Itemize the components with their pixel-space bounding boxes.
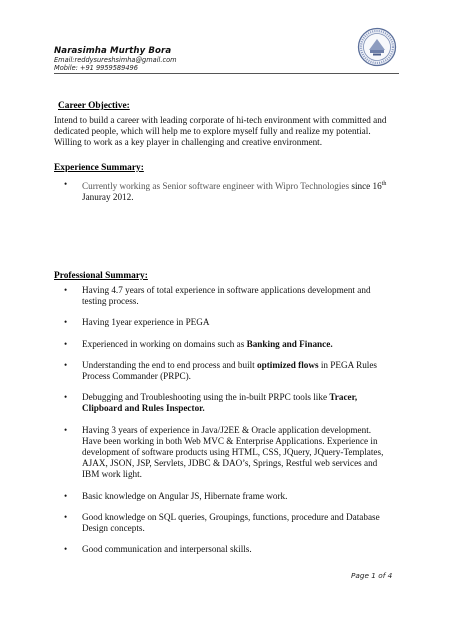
list-item: • Having 4.7 years of total experience in software applications development and testing process. [64,285,371,307]
experience-summary-heading: Experience Summary: [54,163,144,173]
list-item: • Having 1year experience in PEGA [64,317,210,328]
objective-line: Willing to work as a key player in challenging and creative environment. [54,137,323,148]
mobile-line: Mobile: +91 9959589496 [54,64,138,73]
candidate-name: Narasimha Murthy Bora [54,46,172,56]
list-item: • Currently working as Senior software engineer with Wipro Technologies since 16th Januray 2012. [64,179,387,203]
objective-line: Intend to build a career with leading corporate of hi-tech environment with committed and [54,115,387,125]
list-item: • Experienced in working on domains such as Banking and Finance. [64,338,333,349]
email-line: Email:reddysureshsimha@gmail.com [54,56,177,64]
list-item: • Basic knowledge on Angular JS, Hibernate frame work. [64,490,288,501]
list-item: • Having 3 years of experience in Java/J2EE & Oracle application development. Have been working in both Web MVC & Enterprise Applications. Experience in development of software products using HTML, CSS, JQuery, JQuery-Templates, AJAX, JSON, JSP, Servlets, JDBC & DAO’s, Springs, Restful web services and IBM work light. [64,424,384,480]
bullet-icon: • [64,179,68,189]
header-divider [54,73,399,74]
professional-summary-heading: Professional Summary: [54,271,148,281]
professional-summary-list [54,285,399,555]
objective-line: dedicated people, which will help me to explore myself fully and realize my potential. [54,126,371,137]
list-item: • Debugging and Troubleshooting using the in-built PRPC tools like Tracer, Clipboard and Rules Inspector. [64,392,358,414]
career-objective-text [54,115,404,149]
career-objective-heading: Career Objective: [58,101,130,111]
contact-header [54,46,399,73]
page-number: Page 1 of 4 [351,571,393,580]
list-item: • Good communication and interpersonal skills. [64,544,252,555]
experience-list [54,179,404,203]
list-item: • Understanding the end to end process and built optimized flows in PEGA Rules Process Commander (PRPC). [64,359,377,382]
list-item: • Good knowledge on SQL queries, Groupings, functions, procedure and Database Design concepts. [64,511,380,534]
